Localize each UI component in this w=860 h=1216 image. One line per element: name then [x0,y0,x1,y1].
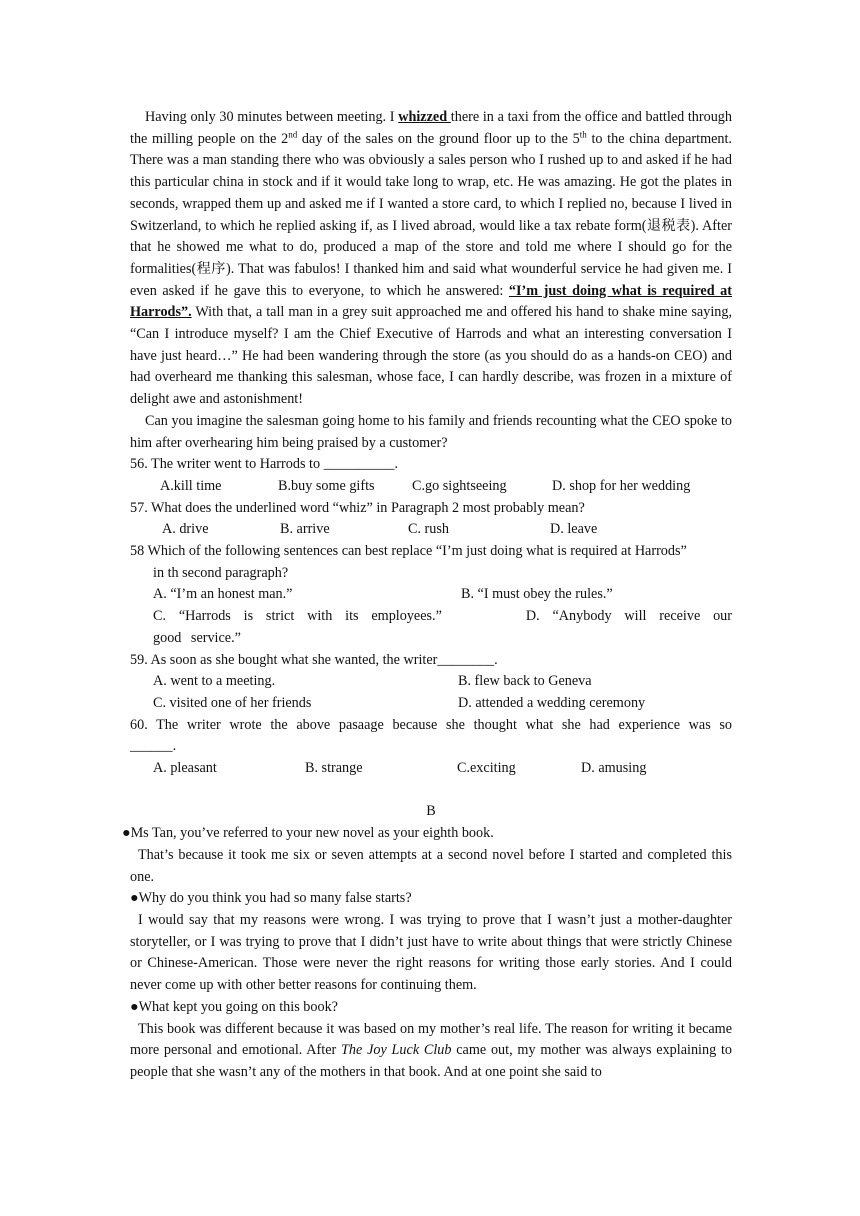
option-59-c: C. visited one of her friends [153,694,312,711]
book-title: The Joy Luck Club [341,1042,452,1059]
interview-question-2: ●Why do you think you had so many false starts? [130,890,412,907]
question-60: 60. The writer wrote the above pasaage because she thought what she had experience was so ______. [130,716,732,755]
option-57-a: A. drive [162,521,209,538]
option-59-b: B. flew back to Geneva [458,673,592,690]
question-59: 59. As soon as she bought what she wanted, the writer________. [130,651,498,668]
option-58-cd [130,606,732,649]
option-58-c: C. “Harrods is strict with its employees.” [153,608,442,625]
passage-a-paragraph-1: Having only 30 minutes between meeting. I whizzed there in a taxi from the office and battled through the milling people on the 2nd day of the sales on the ground floor up to the 5th to the china department. There was a man standing there who was obviously a sales person who I rushed up to and asked if he had this particular china in stock and if it would take long to wrap, etc. He was amazing. He got the plates in seconds, wrapped them up and asked me if I wanted a store card, to which I replied no, because I lived in Switzerland, to which he replied asking if, as I lived abroad, would like a tax rebate form(退税表). After that he showed me what to do, produced a map of the store and told me where I should go for the formalities(程序). That was fabulos! I thanked him and said what wounderful service he had given me. I even asked if he gave this to everyone, to which he answered: “I’m just doing what is required at Harrods”. With that, a tall man in a grey suit approached me and offered his hand to shake mine saying, “Can I introduce myself? I am the Chief Executive of Harrods and what an interesting conversation I have just heard…” He had been wandering through the store (as you should do as a hands-on CEO) and had overheard me thanking this salesman, whose face, I can hardly describe, was frozen in a mixture of delight awe and astonishment! [130,109,733,408]
interview-answer-3: This book was different because it was based on my mother’s real life. The reason for writing it became more personal and emotional. After The Joy Luck Club came out, my mother was always explaining to people that she wasn’t any of the mothers in that book. And at one point she said to [130,1020,732,1080]
option-58-d: D. “Anybody will receive our good service.” [153,608,732,646]
interview-answer-2: I would say that my reasons were wrong. I was trying to prove that I wasn’t just a mother-daughter storyteller, or I was trying to prove that I didn’t just have to write about things that were strictly Chinese or Chinese-American. Those were never the right reasons for writing those early stories. And I could never come up with other better reasons for continuing them. [130,912,732,994]
section-b-heading: B [426,803,436,820]
option-57-c: C. rush [408,521,449,538]
document-page [122,107,733,1084]
option-60-c: C.exciting [457,760,516,777]
interview-answer-1: That’s because it took me six or seven attempts at a second novel before I started and completed this one. [130,846,732,885]
underlined-whizzed: whizzed [398,109,451,125]
interview-question-1: ●Ms Tan, you’ve referred to your new novel as your eighth book. [122,825,494,842]
question-59-options-cd [130,693,732,715]
question-56-options [130,476,732,498]
option-56-d: D. shop for her wedding [552,477,691,494]
option-60-d: D. amusing [581,760,647,777]
option-56-b: B.buy some gifts [278,477,375,494]
passage-a-paragraph-2: Can you imagine the salesman going home to his family and friends recounting what the CEO spoke to him after overhearing him being praised by a customer? [130,412,732,451]
underlined-quote: “I’m just doing what is required at Harrods”. [130,282,733,321]
option-58-b: B. “I must obey the rules.” [461,586,613,603]
question-58: 58 Which of the following sentences can best replace “I’m just doing what is required at Harrods” [130,543,687,560]
option-60-a: A. pleasant [153,760,217,777]
option-59-d: D. attended a wedding ceremony [458,694,646,711]
question-58-cont: in th second paragraph? [153,564,289,581]
question-59-options-ab [130,671,732,693]
question-57: 57. What does the underlined word “whiz” in Paragraph 2 most probably mean? [130,499,585,516]
option-56-c: C.go sightseeing [412,477,507,494]
option-60-b: B. strange [305,760,363,777]
question-57-options [130,519,732,541]
option-59-a: A. went to a meeting. [153,673,276,690]
option-56-a: A.kill time [160,477,222,494]
question-56: 56. The writer went to Harrods to __________. [130,456,399,473]
question-58-options-ab [130,584,732,606]
question-60-options [130,758,732,780]
interview-question-3: ●What kept you going on this book? [130,998,338,1015]
option-57-d: D. leave [550,521,598,538]
option-57-b: B. arrive [280,521,330,538]
option-58-a: A. “I’m an honest man.” [153,586,293,603]
